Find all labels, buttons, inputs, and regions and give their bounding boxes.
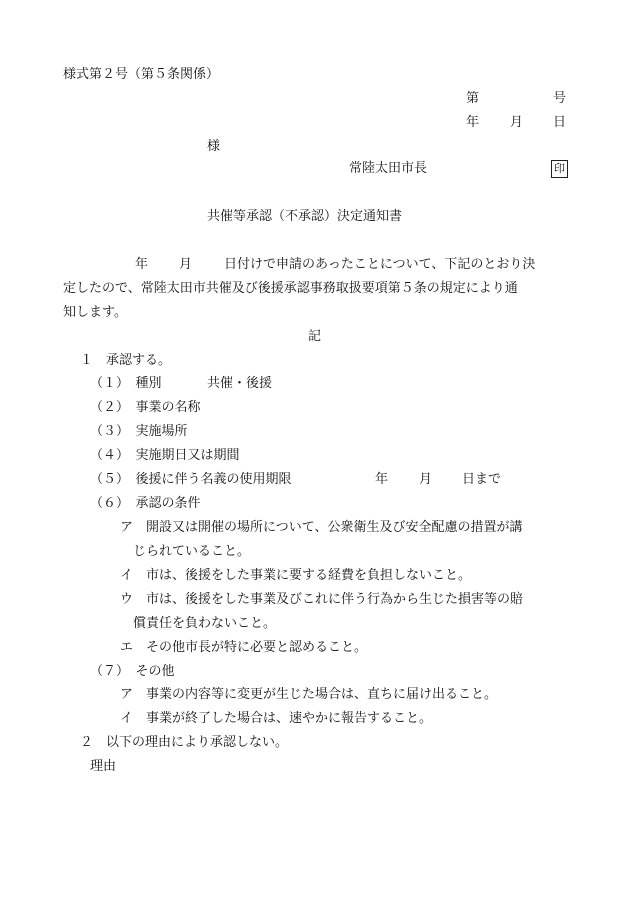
item-other-label: （７） その他 [90,664,175,679]
condition-a-line1: ア 開設又は開催の場所について、公衆衛生及び安全配慮の措置が講 [120,520,523,535]
reason-label: 理由 [90,759,117,774]
section1-heading: １ 承認する。 [80,353,172,368]
date-day: 日 [553,115,567,130]
ki-heading: 記 [308,329,322,344]
condition-a-line2: じられていること。 [133,544,251,559]
condition-u-line1: ウ 市は、後援をした事業及びこれに伴う行為から生じた損害等の賠 [120,592,524,607]
number-prefix: 第 [466,91,480,106]
issuer-name: 常陸太田市長 [349,161,428,176]
addressee-suffix: 様 [207,139,221,154]
other-a: ア 事業の内容等に変更が生じた場合は、直ちに届け出ること。 [120,687,498,702]
intro-year: 年 [135,257,149,272]
form-label: 様式第２号（第５条関係） [63,67,220,82]
condition-u-line2: 償責任を負わないこと。 [133,616,277,631]
item-type-value: 共催・後援 [207,376,273,391]
usage-until: 日まで [462,472,502,487]
other-i: イ 事業が終了した場合は、速やかに報告すること。 [120,711,433,726]
intro-line1-rest: 日付けで申請のあったことについて、下記のとおり決 [224,257,536,272]
intro-line3: 知します。 [63,305,127,320]
usage-month: 月 [419,472,433,487]
number-suffix: 号 [553,91,567,106]
usage-year: 年 [375,472,389,487]
item-name-label: （２） 事業の名称 [90,400,201,415]
seal-box: 印 [551,160,568,178]
document-title: 共催等承認（不承認）決定通知書 [207,209,403,224]
condition-e: エ その他市長が特に必要と認めること。 [120,640,368,655]
item-conditions-label: （６） 承認の条件 [90,496,201,511]
date-month: 月 [510,115,524,130]
item-type-label: （１） 種別 [90,376,162,391]
intro-month: 月 [179,257,193,272]
intro-line2: 定したので、常陸太田市共催及び後援承認事務取扱要項第５条の規定により通 [63,281,518,296]
date-year: 年 [466,115,480,130]
item-place-label: （３） 実施場所 [90,424,188,439]
item-usage-label: （５） 後援に伴う名義の使用期限 [90,472,292,487]
section2-heading: ２ 以下の理由により承認しない。 [80,735,289,750]
condition-i: イ 市は、後援をした事業に要する経費を負担しないこと。 [120,568,472,583]
item-period-label: （４） 実施期日又は期間 [90,448,240,463]
